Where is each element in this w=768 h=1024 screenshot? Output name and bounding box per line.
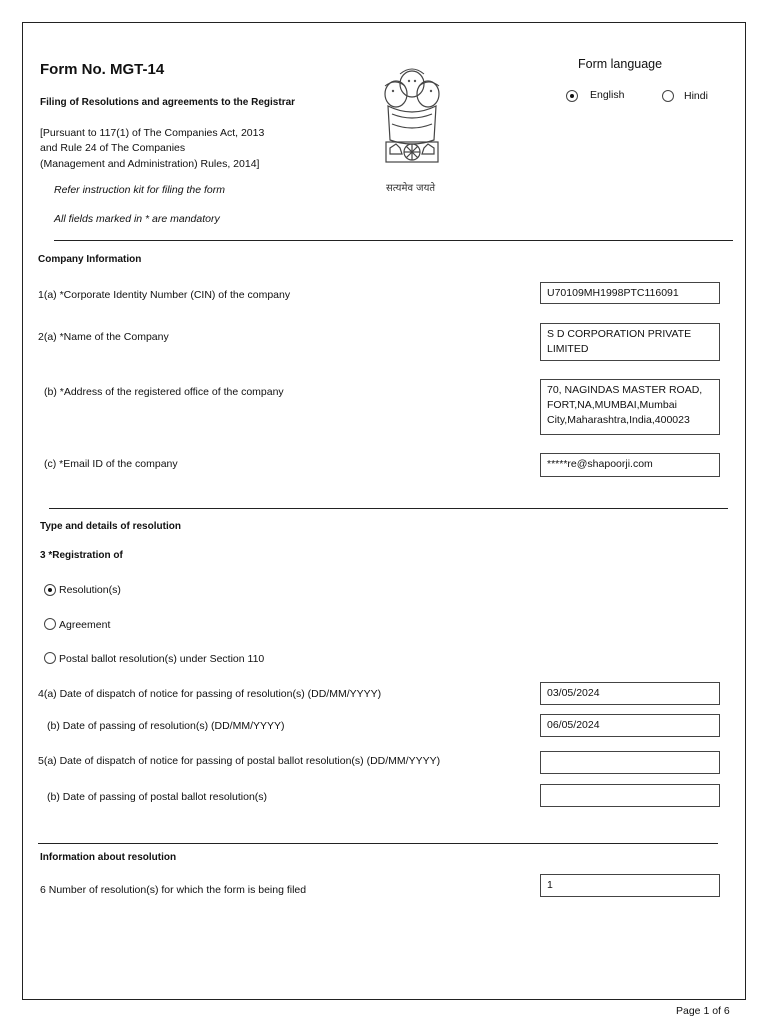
hindi-label: Hindi [684, 90, 708, 102]
english-radio[interactable] [566, 90, 578, 102]
national-emblem-icon [374, 62, 450, 180]
resolution-info-heading: Information about resolution [40, 852, 177, 863]
mandatory-note: All fields marked in * are mandatory [54, 213, 220, 225]
registration-of-label: 3 *Registration of [40, 550, 123, 561]
resolutions-radio[interactable] [44, 584, 56, 596]
hindi-radio[interactable] [662, 90, 674, 102]
email-label: (c) *Email ID of the company [44, 458, 178, 470]
pursuant-line-2: and Rule 24 of The Companies [40, 142, 186, 154]
form-number: Form No. MGT-14 [40, 61, 165, 78]
form-language-label: Form language [578, 57, 663, 71]
resolution-count-label: 6 Number of resolution(s) for which the form is being filed [40, 884, 307, 896]
passing-date-field[interactable]: 06/05/2024 [540, 714, 720, 737]
company-info-heading: Company Information [38, 254, 142, 265]
resolutions-option-label: Resolution(s) [59, 584, 121, 596]
agreement-radio[interactable] [44, 618, 56, 630]
postal-dispatch-date-field[interactable] [540, 751, 720, 774]
address-label: (b) *Address of the registered office of the company [44, 386, 284, 398]
form-subtitle: Filing of Resolutions and agreements to the Registrar [40, 97, 296, 108]
dispatch-date-label: 4(a) Date of dispatch of notice for passing of resolution(s) (DD/MM/YYYY) [38, 688, 382, 700]
page-indicator: Page 1 of 6 [676, 1005, 730, 1017]
dispatch-date-field[interactable]: 03/05/2024 [540, 682, 720, 705]
divider [54, 240, 733, 241]
company-name-field[interactable]: S D CORPORATION PRIVATE LIMITED [540, 323, 720, 361]
pursuant-line-1: [Pursuant to 117(1) of The Companies Act, 2013 [40, 127, 265, 139]
emblem-motto: सत्यमेव जयते [386, 183, 436, 194]
address-field[interactable]: 70, NAGINDAS MASTER ROAD, FORT,NA,MUMBAI,Mumbai City,Maharashtra,India,400023 [540, 379, 720, 435]
postal-passing-date-label: (b) Date of passing of postal ballot resolution(s) [47, 791, 268, 803]
company-name-label: 2(a) *Name of the Company [38, 331, 169, 343]
postal-ballot-option-label: Postal ballot resolution(s) under Section 110 [59, 653, 265, 665]
agreement-option-label: Agreement [59, 619, 111, 631]
resolution-type-heading: Type and details of resolution [40, 521, 181, 532]
cin-label: 1(a) *Corporate Identity Number (CIN) of the company [38, 289, 291, 301]
passing-date-label: (b) Date of passing of resolution(s) (DD/MM/YYYY) [47, 720, 285, 732]
cin-field[interactable]: U70109MH1998PTC116091 [540, 282, 720, 304]
instruction-kit-note: Refer instruction kit for filing the form [54, 184, 225, 196]
postal-passing-date-field[interactable] [540, 784, 720, 807]
divider [49, 508, 728, 509]
postal-dispatch-date-label: 5(a) Date of dispatch of notice for passing of postal ballot resolution(s) (DD/MM/YYYY) [38, 755, 441, 767]
english-label: English [590, 89, 625, 101]
postal-ballot-radio[interactable] [44, 652, 56, 664]
pursuant-line-3: (Management and Administration) Rules, 2014] [40, 158, 260, 170]
resolution-count-field[interactable]: 1 [540, 874, 720, 897]
divider [38, 843, 718, 844]
email-field[interactable]: *****re@shapoorji.com [540, 453, 720, 477]
